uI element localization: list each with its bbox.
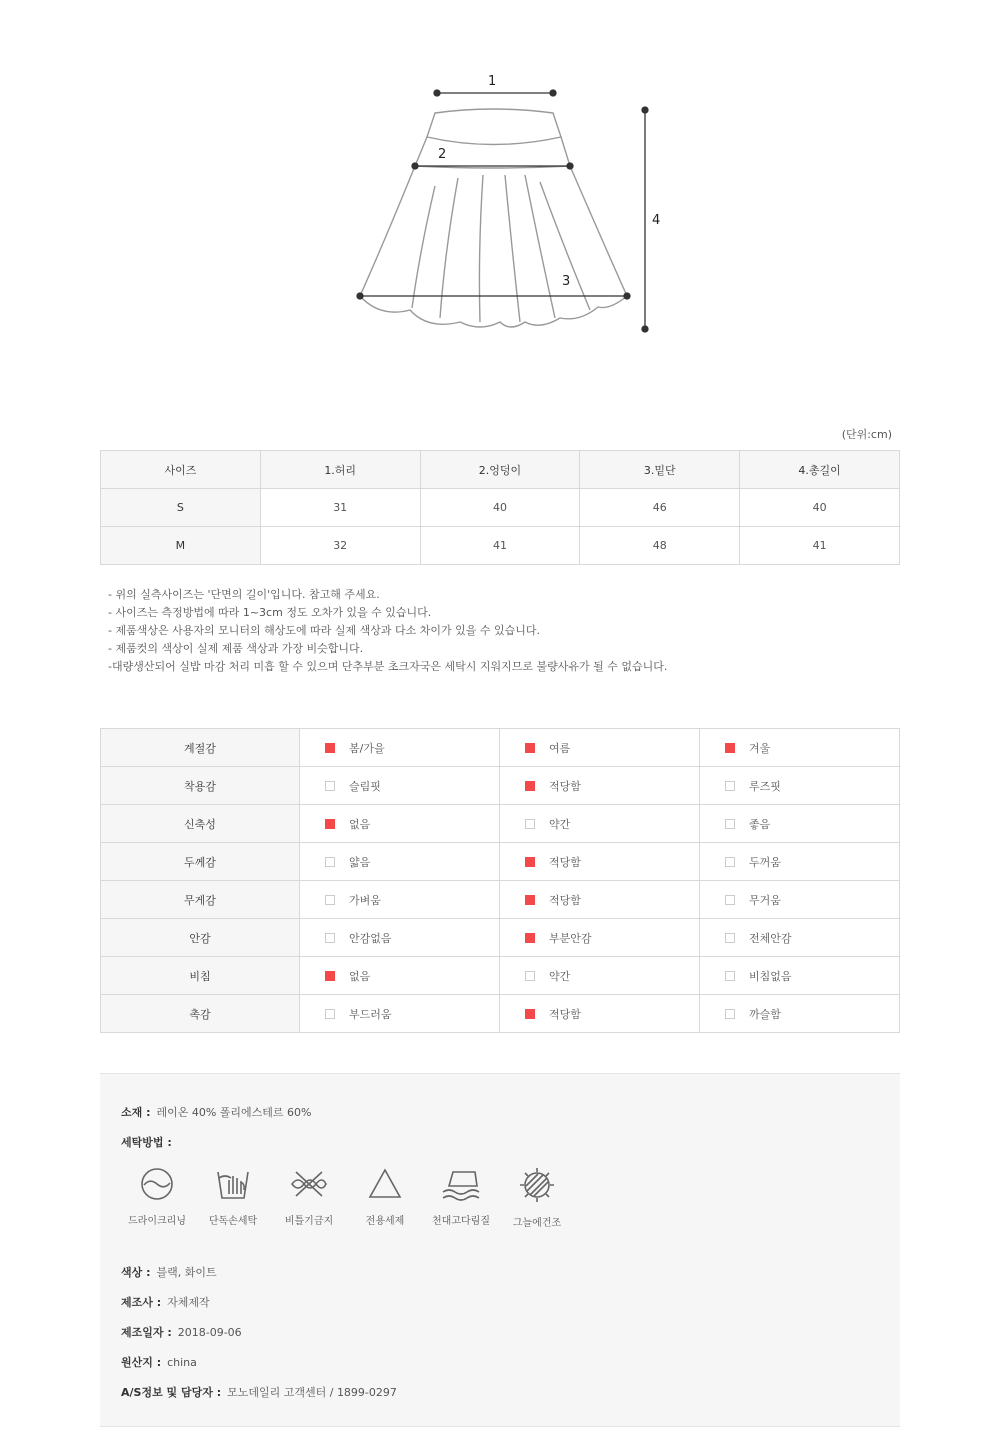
wash-label: 전용세제	[365, 1216, 405, 1227]
fit-option	[700, 881, 900, 919]
date-key: 제조일자 :	[121, 1326, 172, 1339]
unchecked-box-icon	[325, 1009, 335, 1019]
fit-option-label: 봄/가을	[349, 741, 385, 755]
checked-box-icon	[325, 743, 335, 753]
fit-option	[300, 995, 500, 1033]
checked-box-icon	[525, 743, 535, 753]
unchecked-box-icon	[525, 971, 535, 981]
note-item: - 위의 실측사이즈는 '단면의 길이'입니다. 참고해 주세요.	[108, 588, 380, 601]
fit-option-label: 슬림핏	[349, 779, 381, 793]
wash-item	[198, 1166, 268, 1227]
special-detergent-icon	[367, 1166, 403, 1202]
fit-option	[500, 919, 700, 957]
maker-value: 자체제작	[167, 1296, 210, 1309]
wash-item	[502, 1166, 572, 1229]
size-cell: 41	[740, 527, 900, 565]
note-item: - 제품컷의 색상이 실제 제품 색상과 가장 비슷합니다.	[108, 642, 364, 655]
diagram-label-2: 2	[438, 147, 447, 162]
unchecked-box-icon	[725, 895, 735, 905]
size-header-cell: 2.엉덩이	[420, 451, 580, 489]
checked-box-icon	[325, 819, 335, 829]
size-cell: 40	[420, 489, 580, 527]
as-key: A/S정보 및 담당자 :	[121, 1386, 222, 1399]
fit-option-label: 약간	[549, 817, 571, 831]
size-header-cell: 사이즈	[101, 451, 261, 489]
material-key: 소재 :	[121, 1106, 151, 1119]
wash-label: 드라이크리닝	[128, 1216, 186, 1227]
unit-label: (단위:cm)	[841, 428, 892, 441]
fit-option	[700, 805, 900, 843]
skirt-diagram	[340, 60, 680, 350]
size-cell: 31	[260, 489, 420, 527]
fit-option	[300, 767, 500, 805]
skirt-illustration	[340, 60, 680, 350]
color-value: 블랙, 화이트	[156, 1266, 217, 1279]
table-row	[101, 843, 900, 881]
wash-key: 세탁방법 :	[121, 1136, 172, 1149]
fit-row-label: 비침	[101, 957, 300, 995]
date-value: 2018-09-06	[177, 1326, 242, 1339]
shade-dry-icon	[518, 1166, 556, 1204]
size-table	[100, 450, 900, 565]
fit-option	[300, 957, 500, 995]
fit-option-label: 부드러움	[349, 1007, 392, 1021]
fit-option	[700, 957, 900, 995]
color-row	[121, 1264, 217, 1280]
unchecked-box-icon	[325, 933, 335, 943]
size-cell: 40	[740, 489, 900, 527]
unchecked-box-icon	[525, 819, 535, 829]
fit-option-label: 안감없음	[349, 931, 392, 945]
fit-option	[700, 919, 900, 957]
fit-option-label: 까슬함	[749, 1007, 781, 1021]
fit-row-label: 신축성	[101, 805, 300, 843]
fit-option	[700, 843, 900, 881]
fit-option-label: 겨울	[749, 741, 771, 755]
fit-option-label: 좋음	[749, 817, 771, 831]
wash-item	[426, 1166, 496, 1227]
unchecked-box-icon	[725, 933, 735, 943]
note-item: -대량생산되어 실밥 마감 처리 미흡 할 수 있으며 단추부분 초크자국은 세탁시 지워지므로 불량사유가 될 수 없습니다.	[108, 660, 668, 673]
size-header-cell: 1.허리	[260, 451, 420, 489]
fit-option-label: 얇음	[349, 855, 371, 869]
table-row	[101, 881, 900, 919]
checked-box-icon	[525, 895, 535, 905]
fit-option-label: 무거움	[749, 893, 781, 907]
fit-option	[500, 805, 700, 843]
fit-row-label: 두께감	[101, 843, 300, 881]
fit-option	[700, 729, 900, 767]
wash-label: 비틀기금지	[284, 1216, 334, 1227]
fit-option-label: 여름	[549, 741, 571, 755]
fit-row-label: 계절감	[101, 729, 300, 767]
fit-option	[700, 995, 900, 1033]
size-cell: 32	[260, 527, 420, 565]
fit-option-label: 부분안감	[549, 931, 592, 945]
wash-row	[121, 1134, 178, 1150]
iron-cloth-icon	[441, 1166, 481, 1202]
fit-option	[500, 843, 700, 881]
date-row	[121, 1324, 242, 1340]
table-row	[101, 489, 900, 527]
wash-item	[350, 1166, 420, 1227]
origin-row	[121, 1354, 197, 1370]
unchecked-box-icon	[725, 1009, 735, 1019]
maker-row	[121, 1294, 210, 1310]
table-row	[101, 805, 900, 843]
fit-option	[500, 881, 700, 919]
checked-box-icon	[725, 743, 735, 753]
fit-option	[300, 919, 500, 957]
table-row	[101, 767, 900, 805]
no-wring-icon	[288, 1166, 330, 1202]
fit-row-label: 착용감	[101, 767, 300, 805]
fit-option-label: 적당함	[549, 893, 581, 907]
note-item: - 제품색상은 사용자의 모니터의 해상도에 따라 실제 색상과 다소 차이가 있을 수 있습니다.	[108, 624, 540, 637]
checked-box-icon	[525, 857, 535, 867]
as-value: 모노데일리 고객센터 / 1899-0297	[227, 1386, 397, 1399]
fit-option	[500, 767, 700, 805]
fit-row-label: 무게감	[101, 881, 300, 919]
size-notes	[108, 586, 667, 676]
fit-table	[100, 728, 900, 1033]
fit-option-label: 없음	[349, 969, 371, 983]
unchecked-box-icon	[325, 781, 335, 791]
fit-option	[500, 995, 700, 1033]
table-row	[101, 527, 900, 565]
fit-option	[300, 843, 500, 881]
wash-item	[122, 1166, 192, 1227]
size-cell: S	[101, 489, 261, 527]
table-row	[101, 729, 900, 767]
diagram-label-3: 3	[562, 274, 571, 289]
dry-cleaning-icon	[139, 1166, 175, 1202]
fit-option-label: 루즈핏	[749, 779, 781, 793]
checked-box-icon	[525, 933, 535, 943]
size-cell: 41	[420, 527, 580, 565]
unchecked-box-icon	[725, 857, 735, 867]
unchecked-box-icon	[325, 857, 335, 867]
fit-option-label: 약간	[549, 969, 571, 983]
size-cell: 48	[580, 527, 740, 565]
fit-option-label: 적당함	[549, 1007, 581, 1021]
size-header-cell: 4.총길이	[740, 451, 900, 489]
fit-option	[500, 729, 700, 767]
fit-option	[300, 805, 500, 843]
diagram-label-4: 4	[652, 213, 661, 228]
size-table-header	[101, 451, 900, 489]
fit-option-label: 두꺼움	[749, 855, 781, 869]
unchecked-box-icon	[725, 971, 735, 981]
size-header-cell: 3.밑단	[580, 451, 740, 489]
wash-label: 단독손세탁	[208, 1216, 258, 1227]
table-row	[101, 957, 900, 995]
material-value: 레이온 40% 폴리에스테르 60%	[156, 1106, 312, 1119]
fit-row-label: 안감	[101, 919, 300, 957]
fit-option-label: 적당함	[549, 779, 581, 793]
fit-option	[700, 767, 900, 805]
size-cell: M	[101, 527, 261, 565]
product-info-panel	[100, 1073, 900, 1427]
fit-option-label: 없음	[349, 817, 371, 831]
fit-option-label: 비침없음	[749, 969, 792, 983]
checked-box-icon	[525, 1009, 535, 1019]
size-cell: 46	[580, 489, 740, 527]
wash-label: 그늘에건조	[512, 1218, 562, 1229]
fit-option	[300, 881, 500, 919]
unchecked-box-icon	[325, 895, 335, 905]
origin-key: 원산지 :	[121, 1356, 162, 1369]
material-row	[121, 1104, 312, 1120]
origin-value: china	[167, 1356, 197, 1369]
maker-key: 제조사 :	[121, 1296, 162, 1309]
fit-option-label: 전체안감	[749, 931, 792, 945]
wash-label: 천대고다림질	[432, 1216, 490, 1227]
diagram-label-1: 1	[488, 74, 497, 89]
note-item: - 사이즈는 측정방법에 따라 1~3cm 정도 오차가 있을 수 있습니다.	[108, 606, 432, 619]
fit-option-label: 적당함	[549, 855, 581, 869]
unchecked-box-icon	[725, 781, 735, 791]
wash-item	[274, 1166, 344, 1227]
fit-option	[300, 729, 500, 767]
table-row	[101, 919, 900, 957]
hand-wash-icon	[215, 1166, 251, 1202]
checked-box-icon	[325, 971, 335, 981]
fit-option-label: 가벼움	[349, 893, 381, 907]
color-key: 색상 :	[121, 1266, 151, 1279]
table-row	[101, 995, 900, 1033]
fit-option	[500, 957, 700, 995]
fit-row-label: 촉감	[101, 995, 300, 1033]
as-row	[121, 1384, 397, 1400]
unchecked-box-icon	[725, 819, 735, 829]
checked-box-icon	[525, 781, 535, 791]
